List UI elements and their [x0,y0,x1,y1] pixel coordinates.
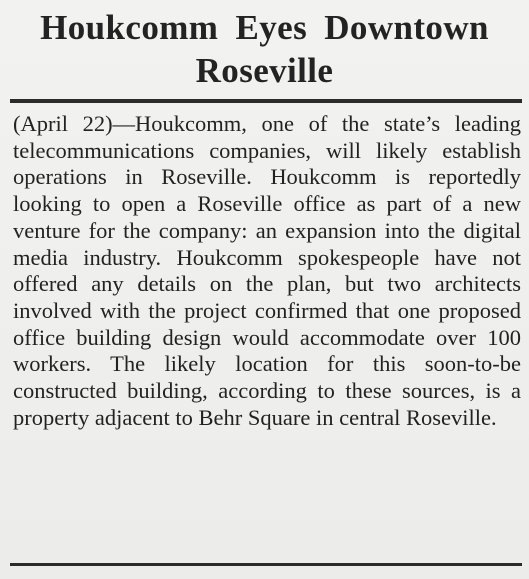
bottom-divider [10,563,522,566]
article-headline: Houkcomm Eyes Downtown Roseville [40,8,489,90]
headline-divider [10,99,522,103]
article-body: (April 22)—Houkcomm, one of the state’s leading telecommunications companies, will likely establish operations in Roseville. Houkcomm is reportedly looking to open a Roseville office as part of a new venture for the company: an expansion into the digital media industry. Houkcomm spokespeople have not offered any details on the plan, but two architects involved with the project confirmed that one proposed office building design would accommodate over 100 workers. The likely location for this soon-to-be constructed building, according to these sources, is a property adjacent to Behr Square in central Roseville. [13,111,521,430]
